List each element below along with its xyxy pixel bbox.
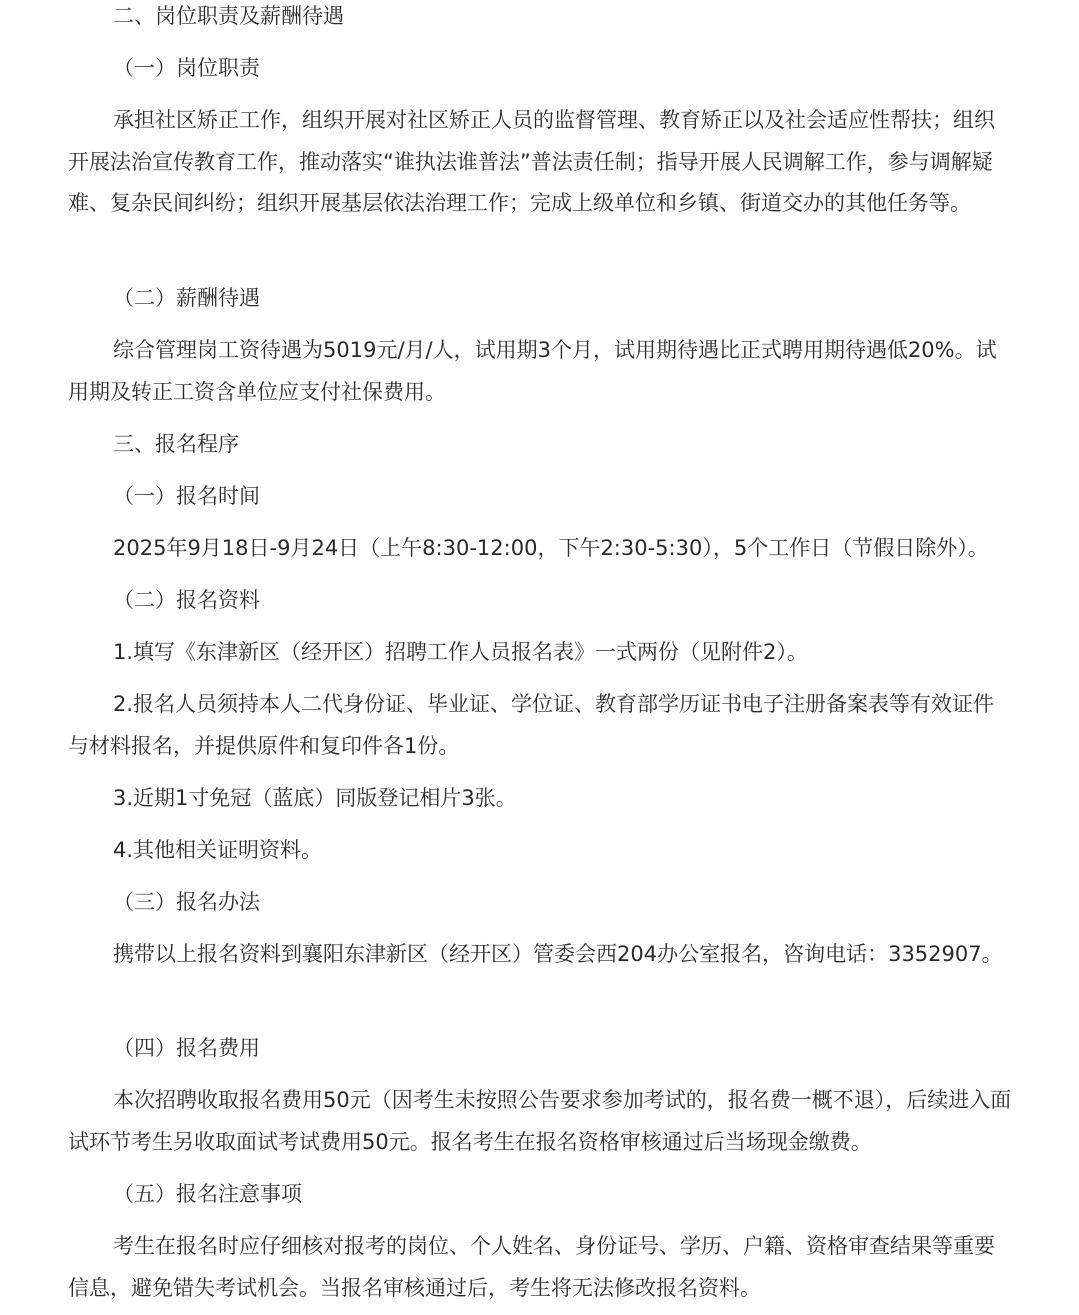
section-3-heading: 三、报名程序	[113, 432, 239, 456]
section-3-sub-1-text: 2025年9月18日-9月24日（上午8:30-12:00，下午2:30-5:30），5个工作日（节假日除外）。	[113, 536, 989, 560]
list-item: 2.报名人员须持本人二代身份证、毕业证、学位证、教育部学历证书电子注册备案表等有效证件与材料报名，并提供原件和复印件各1份。	[68, 692, 995, 758]
section-2-sub-1-heading: （一）岗位职责	[113, 56, 260, 80]
section-2-heading: 二、岗位职责及薪酬待遇	[113, 4, 344, 28]
section-3-sub-1-heading: （一）报名时间	[113, 484, 260, 508]
section-3-sub-4-text: 本次招聘收取报名费用50元（因考生未按照公告要求参加考试的，报名费一概不退），后续进入面试环节考生另收取面试考试费用50元。报名考生在报名资格审核通过后当场现金缴费。	[68, 1088, 1012, 1154]
section-3-sub-2-heading: （二）报名资料	[113, 588, 260, 612]
section-3-sub-5-text: 考生在报名时应仔细核对报考的岗位、个人姓名、身份证号、学历、户籍、资格审查结果等重要信息，避免错失考试机会。当报名审核通过后，考生将无法修改报名资料。	[68, 1234, 995, 1300]
list-item: 1.填写《东津新区（经开区）招聘工作人员报名表》一式两份（见附件2）。	[113, 640, 808, 664]
section-2-sub-2-text: 综合管理岗工资待遇为5019元/月/人，试用期3个月，试用期待遇比正式聘用期待遇低20%。试用期及转正工资含单位应支付社保费用。	[68, 338, 997, 404]
list-item: 3.近期1寸免冠（蓝底）同版登记相片3张。	[113, 786, 517, 810]
section-3-sub-3-text: 携带以上报名资料到襄阳东津新区（经开区）管委会西204办公室报名，咨询电话：3352907。	[113, 942, 1003, 966]
list-item: 4.其他相关证明资料。	[113, 838, 323, 862]
section-3-sub-4-heading: （四）报名费用	[113, 1036, 260, 1060]
section-3-sub-3-heading: （三）报名办法	[113, 890, 260, 914]
section-3-sub-5-heading: （五）报名注意事项	[113, 1182, 302, 1206]
section-2-sub-1-text: 承担社区矫正工作，组织开展对社区矫正人员的监督管理、教育矫正以及社会适应性帮扶；组织开展法治宣传教育工作，推动落实“谁执法谁普法”普法责任制；指导开展人民调解工作，参与调解疑难、复杂民间纠纷；组织开展基层依法治理工作；完成上级单位和乡镇、街道交办的其他任务等。	[68, 108, 995, 215]
section-2-sub-2-heading: （二）薪酬待遇	[113, 286, 260, 310]
